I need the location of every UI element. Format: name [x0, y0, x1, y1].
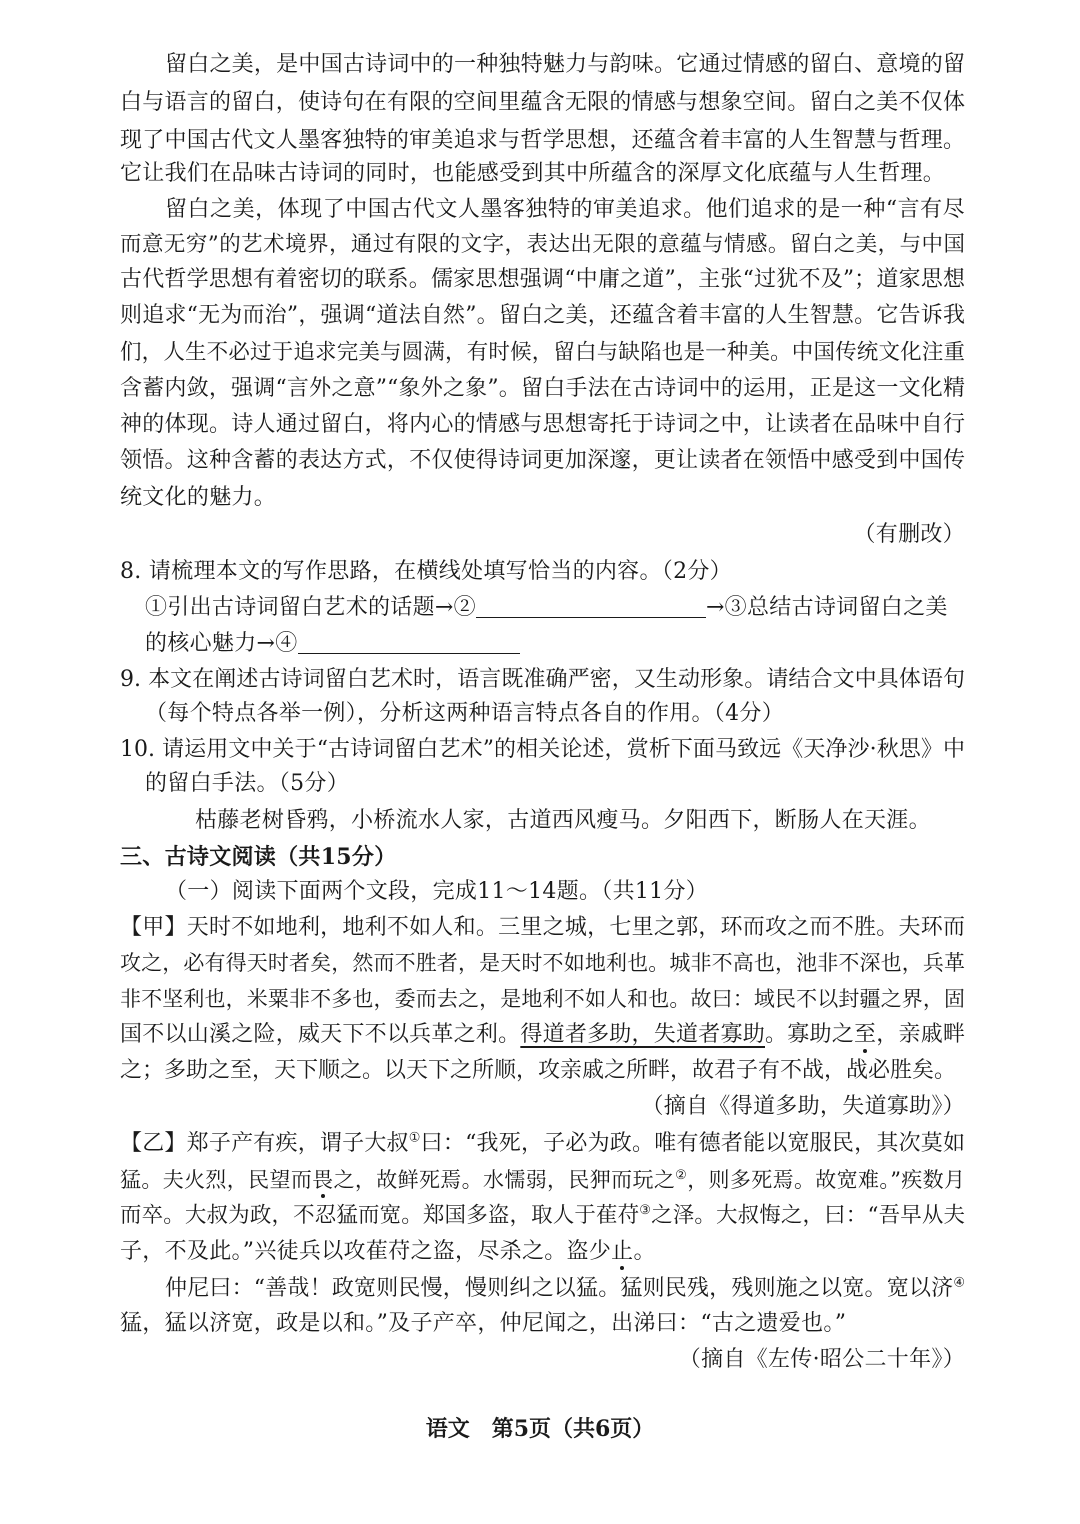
question-9-cont: （每个特点各举一例），分析这两种语言特点各自的作用。（4分）: [145, 701, 784, 726]
q8-part-b: →③总结古诗词留白之美: [705, 595, 948, 620]
jia-source: （摘自《得道多助，失道寡助》）: [641, 1094, 965, 1119]
yi-text: ，则多死焉。故宽难。”疾数月: [687, 1168, 966, 1192]
yi-text: 而卒。大叔为政，不忍猛而宽。郑国多盗，取人于萑苻: [120, 1203, 640, 1228]
yi-text: 仲尼曰：“善哉！政宽则民慢，慢则纠之以猛。猛则民残，残则施之以宽。宽以济: [165, 1276, 954, 1301]
section-subtitle: （一）阅读下面两个文段，完成11～14题。（共11分）: [165, 879, 709, 904]
yi-text: 子，不及此。”兴徒兵以攻萑苻之盗，尽杀之。盗少: [120, 1239, 612, 1264]
classical-text-jia: 攻之，必有得天时者矣，然而不胜者，是天时不如地利也。城非不高也，池非不深也，兵革: [120, 951, 965, 975]
passage-line: 留白之美，是中国古诗词中的一种独特魅力与韵味。它通过情感的留白、意境的留: [165, 52, 965, 77]
classical-text-yi: [120, 1199, 965, 1233]
classical-text-yi: [120, 1235, 965, 1269]
dotted-character: 畏: [312, 1168, 334, 1192]
yi-text: 。: [633, 1239, 656, 1264]
yi-text: 曰：“我死，子必为政。唯有德者能以宽服民，其次莫如: [420, 1131, 965, 1156]
yi-source: （摘自《左传·昭公二十年》）: [678, 1347, 965, 1372]
answer-blank-2[interactable]: [476, 593, 706, 618]
yi-text: 【乙】郑子产有疾，谓子大叔: [120, 1131, 409, 1156]
passage-line: 它让我们在品味古诗词的同时，也能感受到其中所蕴含的深厚文化底蕴与人生哲理。: [120, 161, 946, 186]
jia-text: ，亲戚畔: [876, 1022, 965, 1047]
classical-text-yi: [120, 1127, 965, 1161]
passage-line: 白与语言的留白，使诗句在有限的空间里蕴含无限的情感与想象空间。留白之美不仅体: [120, 90, 965, 115]
answer-blank-4[interactable]: [298, 629, 520, 654]
yi-text: 猛。夫火烈，民望而: [120, 1168, 313, 1192]
passage-line: 统文化的魅力。: [120, 485, 277, 510]
passage-line: 们，人生不必过于追求完美与圆满，有时候，留白与缺陷也是一种美。中国传统文化注重: [120, 340, 965, 365]
classical-text-jia: 之；多助之至，天下顺之。以天下之所顺，攻亲戚之所畔，故君子有不战，战必胜矣。: [120, 1058, 957, 1083]
passage-line: 留白之美，体现了中国古代文人墨客独特的审美追求。他们追求的是一种“言有尽: [165, 197, 965, 222]
question-10: 10. 请运用文中关于“古诗词留白艺术”的相关论述，赏析下面马致远《天净沙·秋思》中: [120, 737, 965, 762]
page-footer: 语文 第5页（共6页）: [425, 1416, 655, 1442]
dotted-character: 止: [611, 1239, 634, 1264]
passage-line: 含蓄内敛，强调“言外之意”“象外之象”。留白手法在古诗词中的运用，正是这一文化精: [120, 376, 965, 401]
yi-text: 之，故鲜死焉。水懦弱，民狎而玩之: [333, 1168, 676, 1192]
yi-text: 之泽。大叔悔之，曰：“吾早从夫: [651, 1203, 965, 1228]
passage-line: 领悟。这种含蓄的表达方式，不仅使得诗词更加深邃，更让读者在领悟中感受到中国传: [120, 448, 965, 473]
passage-line: 则追求“无为而治”，强调“道法自然”。留白之美，还蕴含着丰富的人生智慧。它告诉我: [120, 303, 965, 328]
footnote-marker: ④: [953, 1275, 965, 1291]
footnote-marker: ①: [408, 1130, 421, 1146]
classical-text-yi: [120, 1163, 965, 1197]
classical-text-jia: [120, 1018, 965, 1052]
question-8-flow-end: [145, 627, 965, 661]
section-title: 三、古诗文阅读（共15分）: [120, 844, 397, 870]
jia-text: 国不以山溪之险，威天下不以兵革之利。: [120, 1022, 521, 1047]
question-9: 9. 本文在阐述古诗词留白艺术时，语言既准确严密，又生动形象。请结合文中具体语句: [120, 667, 965, 692]
classical-text-jia: 非不坚利也，米粟非不多也，委而去之，是地利不如人和也。故曰：域民不以封疆之界，固: [120, 987, 965, 1011]
jia-text: 。寡助之: [765, 1022, 854, 1047]
dotted-character: 至: [853, 1022, 877, 1047]
classical-text-yi: [165, 1272, 965, 1306]
question-8-flow: [145, 591, 965, 625]
source-note: （有删改）: [853, 522, 965, 547]
classical-text-jia: 【甲】天时不如地利，地利不如人和。三里之城，七里之郭，环而攻之而不胜。夫环而: [120, 915, 965, 940]
passage-line: 古代哲学思想有着密切的联系。儒家思想强调“中庸之道”，主张“过犹不及”；道家思想: [120, 267, 965, 292]
passage-line: 神的体现。诗人通过留白，将内心的情感与思想寄托于诗词之中，让读者在品味中自行: [120, 412, 965, 437]
classical-text-yi: 猛，猛以济宽，政是以和。”及子产卒，仲尼闻之，出涕曰：“古之遗爱也。”: [120, 1311, 847, 1336]
q8-part-a: ①引出古诗词留白艺术的话题→②: [145, 595, 476, 620]
poem: 枯藤老树昏鸦，小桥流水人家，古道西风瘦马。夕阳西下，断肠人在天涯。: [195, 808, 931, 833]
question-10-cont: 的留白手法。（5分）: [145, 771, 349, 796]
passage-line: 现了中国古代文人墨客独特的审美追求与哲学思想，还蕴含着丰富的人生智慧与哲理。: [120, 128, 965, 153]
question-8: 8. 请梳理本文的写作思路，在横线处填写恰当的内容。（2分）: [120, 559, 732, 584]
q8-part-c: 的核心魅力→④: [145, 631, 298, 656]
underlined-sentence: 得道者多助，失道者寡助: [520, 1022, 765, 1047]
footnote-marker: ②: [675, 1168, 688, 1183]
passage-line: 而意无穷”的艺术境界，通过有限的文字，表达出无限的意蕴与情感。留白之美，与中国: [120, 232, 965, 257]
footnote-marker: ③: [639, 1202, 652, 1218]
